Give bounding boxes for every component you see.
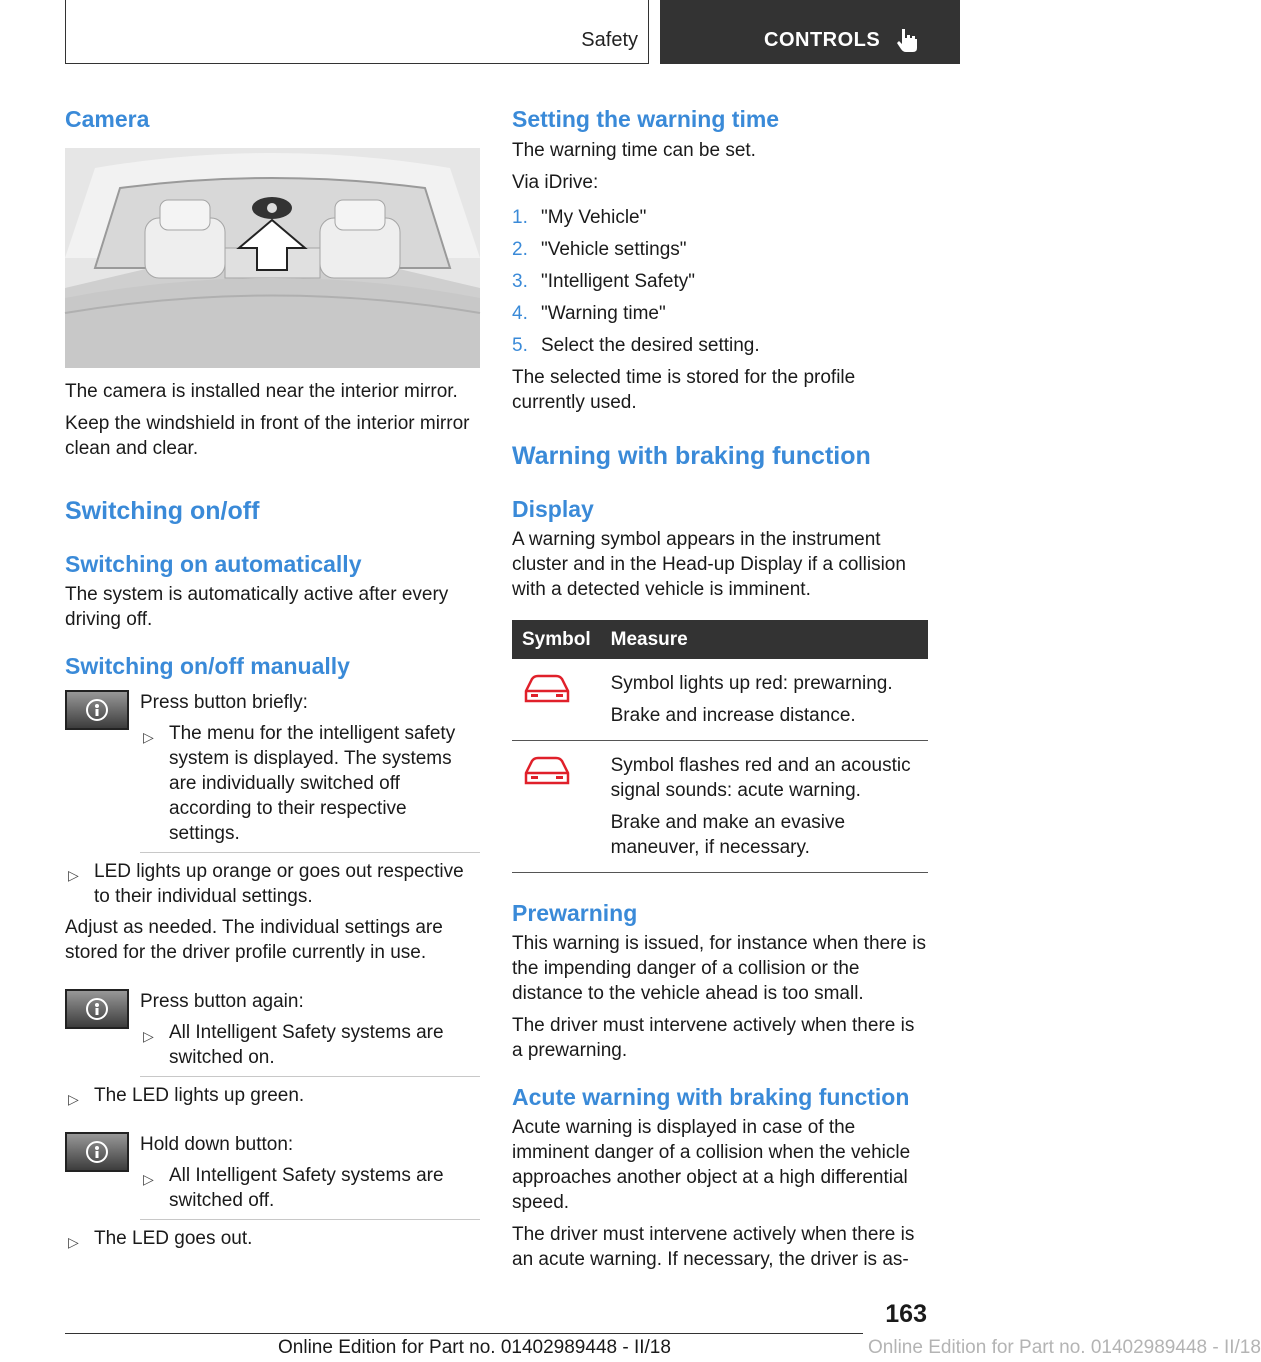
again-bullet-1 [140,1020,480,1070]
briefly-bullet-2-text: LED lights up orange or goes out respective to their individual settings. [94,861,464,907]
idrive-steps-list [512,205,928,358]
footer-divider [65,1333,863,1334]
row1-measure-b: Brake and increase distance. [610,705,856,726]
warning-time-paragraph: The warning time can be set. [512,140,756,161]
prewarning-heading: Prewarning [512,900,638,926]
acute-paragraph-2: The driver must intervene actively when there is an acute warning. If necessary, the driver is as- [512,1224,915,1270]
car-front-warning-icon [522,673,572,705]
divider [140,852,480,853]
right-column [512,100,928,1272]
step-text: "Vehicle settings" [541,239,687,260]
step-text: Select the desired setting. [541,335,760,356]
hold-bullet-1 [140,1163,480,1213]
hold-bullet-1-text: All Intelligent Safety systems are switched off. [169,1165,444,1211]
hold-bullet-2-text: The LED goes out. [94,1228,253,1249]
intelligent-safety-button-icon [65,690,129,730]
press-again-block [65,989,480,1108]
briefly-bullet-2 [65,859,480,909]
step-text: "My Vehicle" [541,207,647,228]
symbol-table [512,620,928,873]
divider [140,1219,480,1220]
switching-heading: Switching on/off [65,497,260,525]
footer-watermark: Online Edition for Part no. 01402989448 - II/18 [868,1337,1261,1358]
briefly-bullet-1-text: The menu for the intelligent safety system is displayed. The systems are individually switched off according to their respective settings. [169,723,456,844]
auto-heading: Switching on automatically [65,551,362,577]
stored-paragraph: The selected time is stored for the profile currently used. [512,367,856,413]
press-again-label: Press button again: [140,991,304,1012]
row1-measure-a: Symbol lights up red: prewarning. [610,673,893,694]
again-bullet-2-text: The LED lights up green. [94,1085,305,1106]
table-header-symbol: Symbol [512,620,601,659]
table-header-measure: Measure [601,620,928,659]
step-text: "Intelligent Safety" [541,271,695,292]
display-heading: Display [512,496,594,522]
auto-paragraph: The system is automatically active after every driving off. [65,584,449,630]
display-paragraph: A warning symbol appears in the instrument cluster and in the Head-up Display if a collision with a detected vehicle is imminent. [512,529,906,600]
table-row [512,741,928,873]
step-number: 2. [512,239,528,260]
again-bullet-2 [65,1083,480,1108]
header-section-title: Safety [581,29,638,51]
acute-paragraph-1: Acute warning is displayed in case of the imminent danger of a collision when the vehicle approaches another object at a high differential speed. [512,1117,911,1213]
divider [140,1076,480,1077]
page-number: 163 [885,1300,927,1328]
triangle-bullet-icon: ▷ [68,1234,79,1250]
warning-time-heading: Setting the warning time [512,106,780,132]
manual-heading: Switching on/off manually [65,653,350,679]
braking-heading: Warning with braking function [512,442,871,470]
via-idrive-label: Via iDrive: [512,172,599,193]
step-number: 4. [512,303,528,324]
list-item [512,333,928,358]
footer-edition: Online Edition for Part no. 01402989448 - II/18 [278,1337,671,1358]
table-row [512,659,928,741]
intelligent-safety-button-icon [65,989,129,1029]
triangle-bullet-icon: ▷ [68,1091,79,1107]
briefly-bullet-1 [140,721,480,846]
triangle-bullet-icon: ▷ [68,867,79,883]
again-bullet-1-text: All Intelligent Safety systems are switched on. [169,1022,444,1068]
list-item [512,301,928,326]
camera-paragraph-2: Keep the windshield in front of the interior mirror clean and clear. [65,413,470,459]
prewarning-paragraph-1: This warning is issued, for instance when there is the impending danger of a collision or the distance to the vehicle ahead is too small. [512,933,926,1004]
step-number: 5. [512,335,528,356]
press-briefly-block [65,690,480,909]
prewarning-paragraph-2: The driver must intervene actively when there is a prewarning. [512,1015,915,1061]
step-number: 3. [512,271,528,292]
hold-down-label: Hold down button: [140,1134,294,1155]
hand-pointer-icon [894,26,922,54]
acute-heading: Acute warning with braking function [512,1084,910,1110]
header-chapter-title: CONTROLS [764,29,881,51]
intelligent-safety-button-icon [65,1132,129,1172]
header-section-box [65,0,649,64]
triangle-bullet-icon: ▷ [143,1028,154,1044]
press-briefly-label: Press button briefly: [140,692,308,713]
step-text: "Warning time" [541,303,666,324]
camera-paragraph-1: The camera is installed near the interior mirror. [65,381,458,402]
hold-down-block [65,1132,480,1251]
triangle-bullet-icon: ▷ [143,729,154,745]
row2-measure-b: Brake and make an evasive maneuver, if necessary. [610,812,846,858]
adjust-paragraph: Adjust as needed. The individual settings are stored for the driver profile currently in use. [65,917,443,963]
hold-bullet-2 [65,1226,480,1251]
header-chapter-box [660,0,960,64]
step-number: 1. [512,207,528,228]
row2-measure-a: Symbol flashes red and an acoustic signal sounds: acute warning. [610,755,911,801]
list-item [512,205,928,230]
left-column [65,100,480,1251]
car-front-warning-icon [522,755,572,787]
camera-heading: Camera [65,106,150,132]
list-item [512,237,928,262]
triangle-bullet-icon: ▷ [143,1171,154,1187]
list-item [512,269,928,294]
camera-location-illustration [65,148,480,368]
